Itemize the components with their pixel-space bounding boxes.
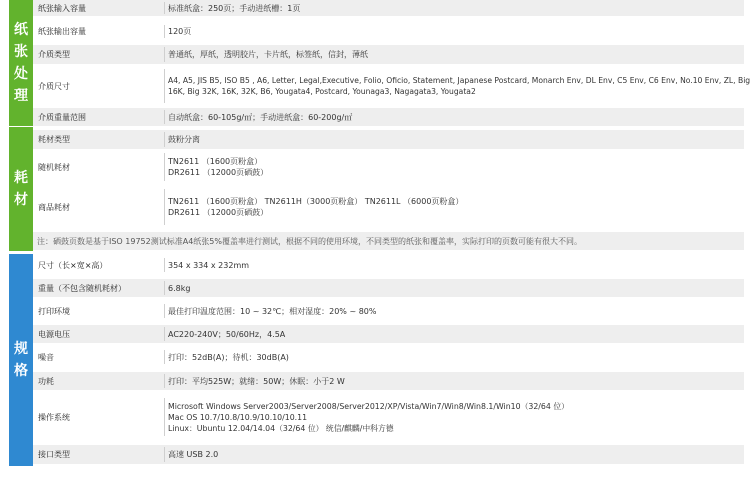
table-row <box>33 445 744 464</box>
table-row <box>33 302 744 320</box>
row-label: 纸张输入容量 <box>38 3 86 13</box>
row-label: 尺寸（长×宽×高） <box>38 260 108 270</box>
row-label: 商品耗材 <box>38 202 70 212</box>
row-value: 自动纸盒：60-105g/㎡；手动进纸盒：60-200g/㎡ <box>168 112 353 122</box>
table-row <box>33 45 744 64</box>
table-row <box>33 187 744 227</box>
row-value: A4, A5, JIS B5, ISO B5 , A6, Letter, Legal,Executive, Folio, Oficio, Statement, Japanese Postcard, Monarch Env, DL Env, C5 Env, C6 Env, No.10 Env, ZL, Big 16K, Big 32K, 16K, 32K, B6, Yougata4, Postcard, Younaga3, Nagagata3, Yougata2 <box>168 76 750 96</box>
row-value: 120页 <box>168 27 192 36</box>
table-row <box>33 256 744 274</box>
row-label: 纸张输出容量 <box>38 27 86 36</box>
table-row <box>33 396 744 438</box>
section-label-specs: 规 格 <box>9 254 33 466</box>
row-value: 打印：平均525W；就绪：50W；休眠：小于2 W <box>168 376 345 386</box>
table-row <box>33 130 744 149</box>
row-label: 介质类型 <box>38 50 70 59</box>
row-label: 介质重量范围 <box>38 112 86 122</box>
row-value: 标准纸盒：250页；手动进纸槽：1页 <box>168 3 301 13</box>
row-label: 噪音 <box>38 352 54 362</box>
row-label: 打印环境 <box>38 306 70 316</box>
table-row <box>33 67 750 105</box>
table-row <box>33 372 744 390</box>
row-value: TN2611 （1600页粉盒） TN2611H（3000页粉盒） TN2611L （6000页粉盒） DR2611 （12000页硒鼓） <box>168 197 464 217</box>
table-row <box>33 325 744 343</box>
row-label: 功耗 <box>38 376 54 386</box>
table-row <box>33 108 744 126</box>
row-value: AC220-240V；50/60Hz，4.5A <box>168 329 286 339</box>
table-row <box>33 23 744 40</box>
row-value: 高速 USB 2.0 <box>168 450 219 459</box>
row-label: 介质尺寸 <box>38 81 70 91</box>
row-value: 6.8kg <box>168 283 191 293</box>
row-label: 重量（不包含随机耗材） <box>38 283 126 293</box>
table-row <box>33 151 744 183</box>
row-value: 最佳打印温度范围：10 ~ 32℃；相对湿度：20% ~ 80% <box>168 306 377 316</box>
row-value: 打印：52dB(A)；待机：30dB(A) <box>168 352 289 362</box>
footnote: 注：硒鼓页数是基于ISO 19752测试标准A4纸张5%覆盖率进行测试，根据不同的使用环境，不同类型的纸张和覆盖率，实际打印的页数可能有很大不同。 <box>33 232 744 250</box>
row-value: TN2611 （1600页粉盒） DR2611 （12000页硒鼓） <box>168 157 269 177</box>
table-row <box>33 0 744 16</box>
row-label: 操作系统 <box>38 412 70 422</box>
row-value: 354 x 334 x 232mm <box>168 260 250 270</box>
table-row <box>33 279 744 297</box>
row-label: 接口类型 <box>38 450 70 459</box>
table-row <box>33 348 744 366</box>
row-value: Microsoft Windows Server2003/Server2008/Server2012/XP/Vista/Win7/Win8/Win8.1/Win10（32/64 位） Mac OS 10.7/10.8/10.9/10.10/10.11 Linux：Ubuntu 12.04/14.04（32/64 位） 统信/麒麟/中科方德 <box>168 401 569 433</box>
row-label: 随机耗材 <box>38 162 70 172</box>
section-label-consumables: 耗 材 <box>9 127 33 251</box>
row-value: 鼓粉分离 <box>168 135 200 144</box>
section-label-paper: 纸 张 处 理 <box>9 0 33 126</box>
row-value: 普通纸，厚纸，透明胶片，卡片纸，标签纸，信封，薄纸 <box>168 50 368 59</box>
row-label: 电源电压 <box>38 329 70 339</box>
row-label: 耗材类型 <box>38 135 70 144</box>
